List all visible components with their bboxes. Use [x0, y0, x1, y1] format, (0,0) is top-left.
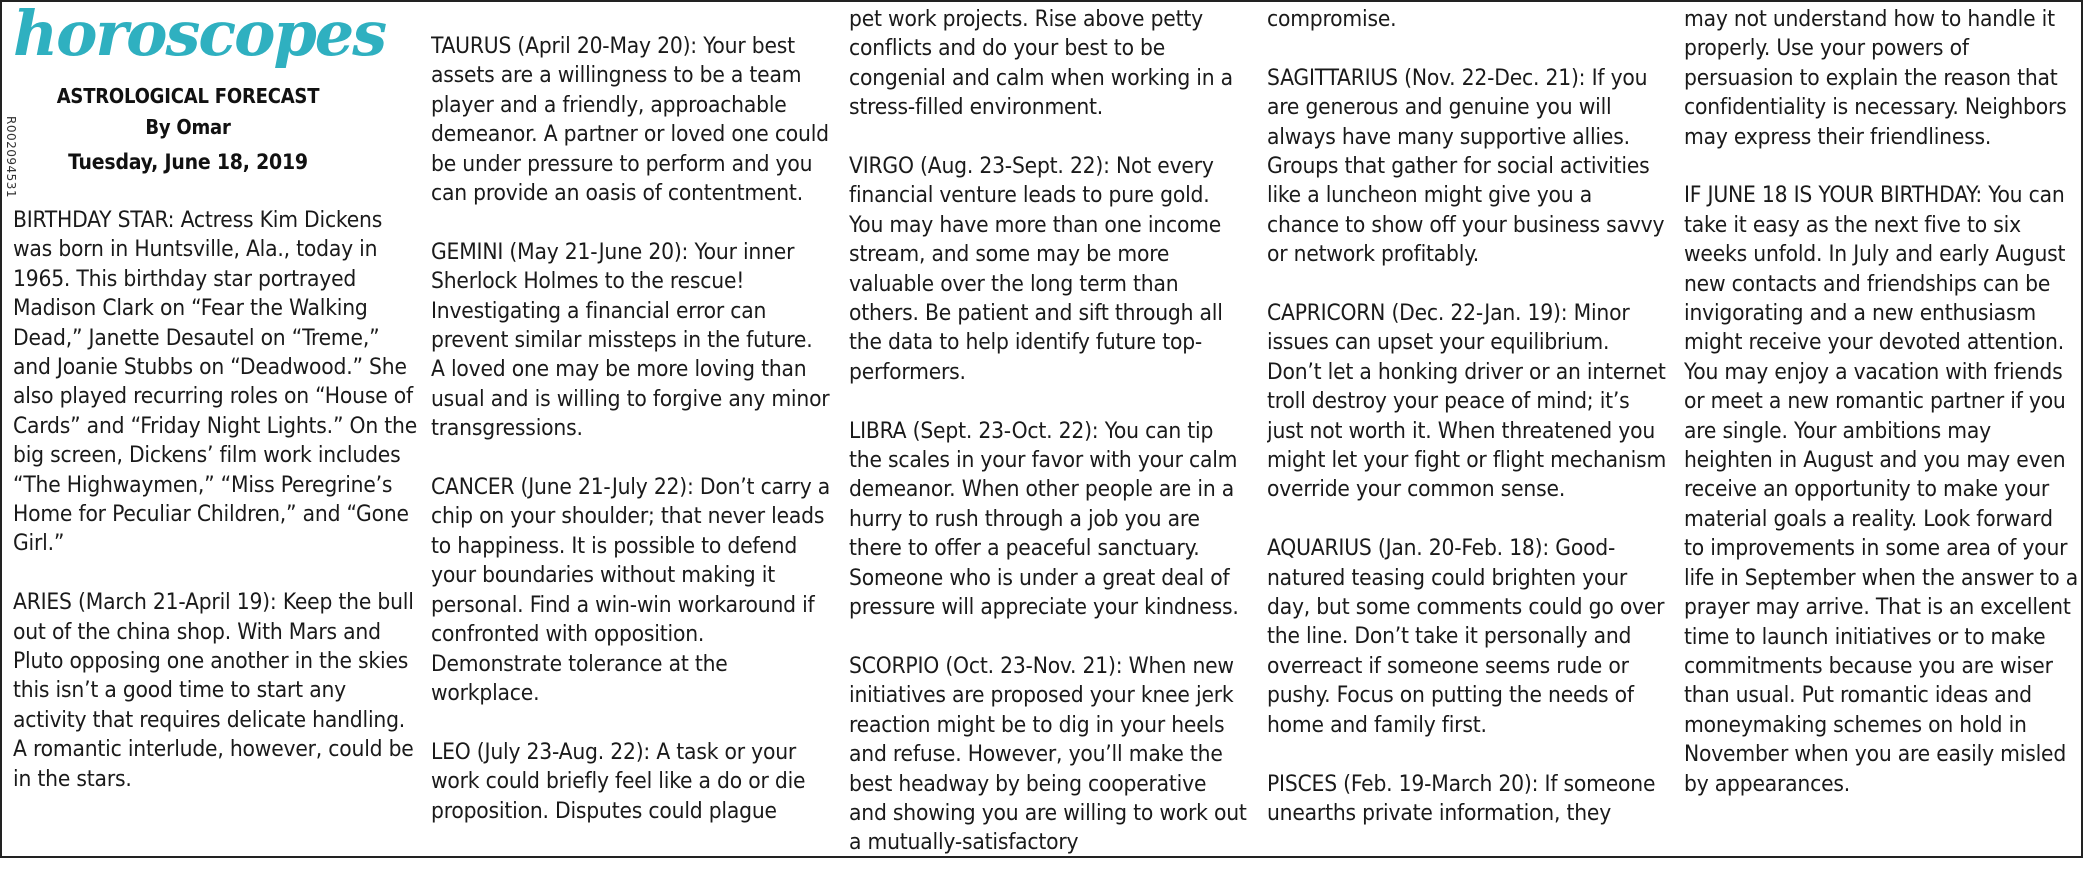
- aquarius-paragraph: AQUARIUS (Jan. 20-Feb. 18): Good-natured teasing could brighten your day, but some comments could go over the line. Don’t take it personally and overreact if someone seems rude or pushy. Focus on putting the needs of home and family first.: [1267, 535, 1665, 738]
- pisces-continued-paragraph: may not understand how to handle it properly. Use your powers of persuasion to explain the reason that confidentiality is necessary. Neighbors may express their friendliness.: [1684, 6, 2067, 150]
- masthead-author: By Omar: [145, 115, 231, 139]
- ad-code: R002094531: [4, 116, 18, 199]
- scorpio-paragraph: SCORPIO (Oct. 23-Nov. 21): When new initiatives are proposed your knee jerk reaction might be to dig in your heels and refuse. However, you’ll make the best headway by being cooperative and showing you are willing to work out a mutually-satisfactory: [849, 652, 1247, 856]
- aries-paragraph: ARIES (March 21-April 19): Keep the bull out of the china shop. With Mars and Pluto opposing one another in the skies this isn’t a good time to start any activity that requires delicate handling. A romantic interlude, however, could be in the stars.: [13, 589, 414, 792]
- birthday-star-paragraph: BIRTHDAY STAR: Actress Kim Dickens was born in Huntsville, Ala., today in 1965. This birthday star portrayed Madison Clark on “Fear the Walking Dead,” Janette Desautel on “Treme,” and Joanie Stubbs on “Deadwood.” She also played recurring roles on “House of Cards” and “Friday Night Lights.” On the big screen, Dickens’ film work includes “The Highwaymen,” “Miss Peregrine’s Home for Peculiar Children,” and “Gone Girl.”: [13, 207, 418, 557]
- virgo-paragraph: VIRGO (Aug. 23-Sept. 22): Not every financial venture leads to pure gold. You may have more than one income stream, and some may be more valuable over the long term than others. Be patient and sift through all the data to help identify future top-performers.: [849, 153, 1223, 385]
- libra-paragraph: LIBRA (Sept. 23-Oct. 22): You can tip the scales in your favor with your calm demeanor. When other people are in a hurry to rush through a job you are there to offer a peaceful sanctuary. Someone who is under a great deal of pressure will appreciate your kindness.: [849, 417, 1239, 621]
- column-3: [849, 5, 1249, 859]
- masthead: [13, 2, 386, 180]
- column-2: [431, 32, 831, 886]
- leo-continued-paragraph: pet work projects. Rise above petty conflicts and do your best to be congenial and calm when working in a stress-filled environment.: [849, 6, 1233, 121]
- taurus-paragraph: TAURUS (April 20-May 20): Your best assets are a willingness to be a team player and a friendly, approachable demeanor. A partner or loved one could be under pressure to perform and you can provide an oasis of contentment.: [431, 33, 829, 207]
- leo-paragraph: LEO (July 23-Aug. 22): A task or your work could briefly feel like a do or die proposition. Disputes could plague: [431, 738, 806, 824]
- column-1-body: [13, 206, 418, 794]
- cancer-paragraph: CANCER (June 21-July 22): Don’t carry a chip on your shoulder; that never leads to happiness. It is possible to defend your boundaries without making it personal. Find a win-win workaround if confronted with opposition. Demonstrate tolerance at the workplace.: [431, 474, 831, 706]
- pisces-paragraph: PISCES (Feb. 19-March 20): If someone unearths private information, they: [1267, 770, 1656, 826]
- birthday-forecast-paragraph: IF JUNE 18 IS YOUR BIRTHDAY: You can take it easy as the next five to six weeks unfold. In July and early August new contacts and friendships can be invigorating and a new enthusiasm might receive your devoted attention. You may enjoy a vacation with friends or meet a new romantic partner if you are single. Your ambitions may heighten in August and you may even receive an opportunity to make your material goals a reality. Look forward to improvements in some area of your life in September when the answer to a prayer may arrive. That is an excellent time to launch initiatives or to make commitments because you are wiser than usual. Put romantic ideas and moneymaking schemes on hold in November when you are easily misled by appearances.: [1684, 182, 2078, 797]
- sagittarius-paragraph: SAGITTARIUS (Nov. 22-Dec. 21): If you are generous and genuine you will always have many supportive allies. Groups that gather for social activities like a luncheon might give you a chance to show off your business savvy or network profitably.: [1267, 64, 1665, 268]
- column-5: [1684, 5, 2079, 859]
- masthead-subtitle: ASTROLOGICAL FORECAST: [56, 84, 320, 108]
- capricorn-paragraph: CAPRICORN (Dec. 22-Jan. 19): Minor issues can upset your equilibrium. Don’t let a honking driver or an internet troll destroy your peace of mind; it’s just not worth it. When threatened you might let your fight or flight mechanism override your common sense.: [1267, 300, 1667, 503]
- column-4: [1267, 5, 1667, 859]
- masthead-date: Tuesday, June 18, 2019: [68, 150, 308, 174]
- scorpio-continued-paragraph: compromise.: [1267, 6, 1397, 32]
- gemini-paragraph: GEMINI (May 21-June 20): Your inner Sherlock Holmes to the rescue! Investigating a financial error can prevent similar missteps in the future. A loved one may be more loving than usual and is willing to forgive any minor transgressions.: [431, 238, 830, 442]
- column-1: [13, 2, 418, 856]
- masthead-title: horoscopes: [13, 2, 386, 70]
